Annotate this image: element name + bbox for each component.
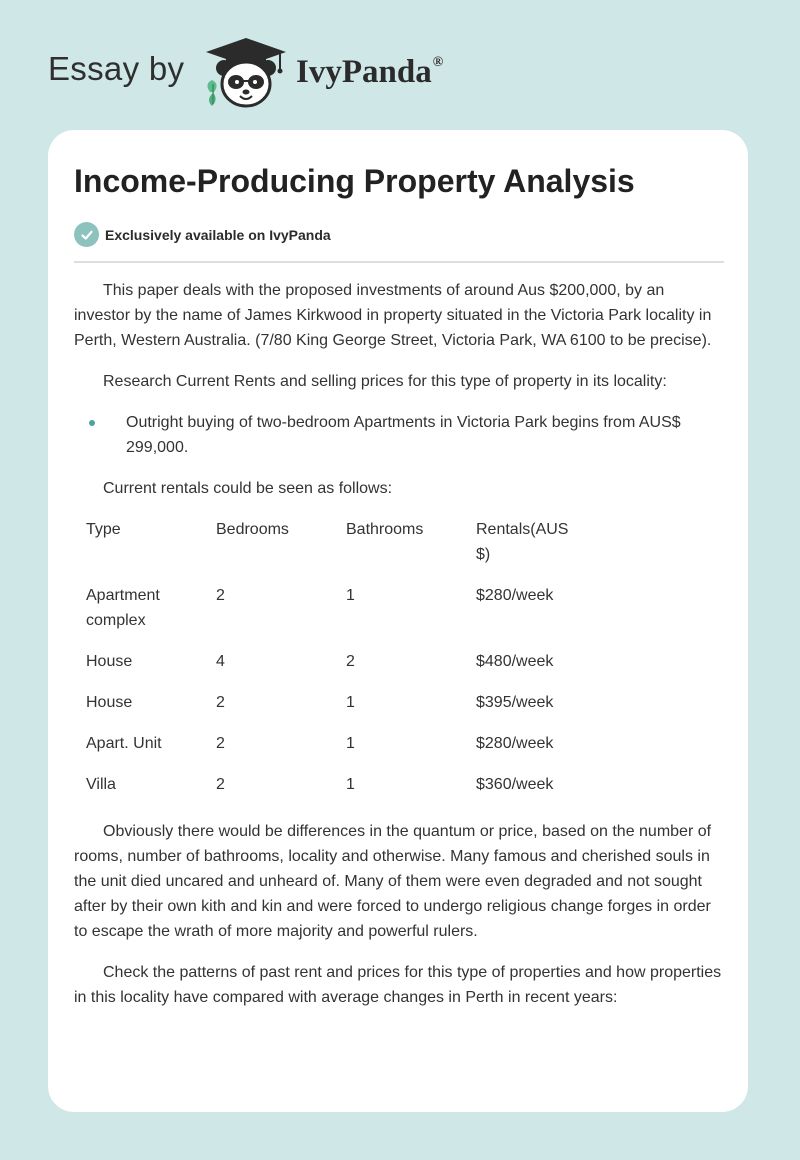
registered-mark: ® — [432, 55, 444, 70]
table-row — [74, 731, 588, 772]
paragraph: Current rentals could be seen as follows: — [103, 480, 393, 497]
paragraph: Check the patterns of past rent and prices for this type of properties and how properties in this locality have compared with average changes in Perth in recent years: — [74, 964, 722, 1006]
table-row — [74, 690, 588, 731]
table-cell: 2 — [216, 776, 225, 793]
bullet-dot-icon — [74, 410, 126, 460]
table-cell: $395/week — [476, 694, 554, 711]
paragraph: Research Current Rents and selling prices for this type of property in its locality: — [103, 373, 667, 390]
table-row — [74, 772, 588, 813]
table-cell: Apart. Unit — [86, 735, 162, 752]
table-cell: House — [86, 694, 133, 711]
bullet-item — [74, 410, 724, 460]
table-cell: Villa — [86, 776, 116, 793]
paragraph: This paper deals with the proposed investments of around Aus $200,000, by an investor by the name of James Kirkwood in property situated in the Victoria Park locality in Perth, Western Australia. (7/80 King George Street, Victoria Park, WA 6100 to be precise). — [74, 282, 712, 349]
table-cell: 1 — [346, 776, 355, 793]
brand-name[interactable]: IvyPanda® — [296, 54, 444, 90]
table-cell: $360/week — [476, 776, 554, 793]
table-cell: $480/week — [476, 653, 554, 670]
check-icon — [74, 222, 99, 247]
table-cell: $280/week — [476, 587, 554, 604]
table-header-cell: Rentals(AUS $) — [476, 521, 569, 563]
panda-logo-icon[interactable] — [200, 34, 292, 110]
table-cell: 1 — [346, 735, 355, 752]
divider — [74, 261, 724, 263]
essay-by-label: Essay by — [48, 50, 185, 87]
site-header — [0, 0, 800, 130]
table-row — [74, 583, 588, 649]
exclusive-badge — [74, 222, 331, 247]
table-cell: $280/week — [476, 735, 554, 752]
essay-body — [74, 278, 724, 1026]
exclusive-badge-text: Exclusively available on IvyPanda — [105, 226, 331, 243]
table-cell: 1 — [346, 694, 355, 711]
page-title: Income-Producing Property Analysis — [74, 163, 635, 199]
table-header-cell: Bedrooms — [216, 521, 289, 538]
table-header-row — [74, 517, 588, 583]
table-cell: 1 — [346, 587, 355, 604]
table-header-cell: Type — [86, 521, 121, 538]
essay-card — [48, 130, 748, 1112]
table-cell: 2 — [346, 653, 355, 670]
table-cell: 4 — [216, 653, 225, 670]
table-cell: 2 — [216, 735, 225, 752]
table-cell: 2 — [216, 694, 225, 711]
table-cell: 2 — [216, 587, 225, 604]
table-cell: House — [86, 653, 133, 670]
table-row — [74, 649, 588, 690]
table-cell: Apartment complex — [86, 587, 160, 629]
paragraph: Obviously there would be differences in the quantum or price, based on the number of rooms, number of bathrooms, locality and otherwise. Many famous and cherished souls in the unit died uncared and unheard of. Many of them were even degraded and not sought after by their own kith and kin and were forced to undergo religious change forges in order to escape the wrath of more majority and powerful rulers. — [74, 823, 712, 940]
bullet-text: Outright buying of two-bedroom Apartments in Victoria Park begins from AUS$ 299,000. — [126, 414, 681, 456]
table-header-cell: Bathrooms — [346, 521, 424, 538]
rentals-table — [74, 517, 588, 813]
